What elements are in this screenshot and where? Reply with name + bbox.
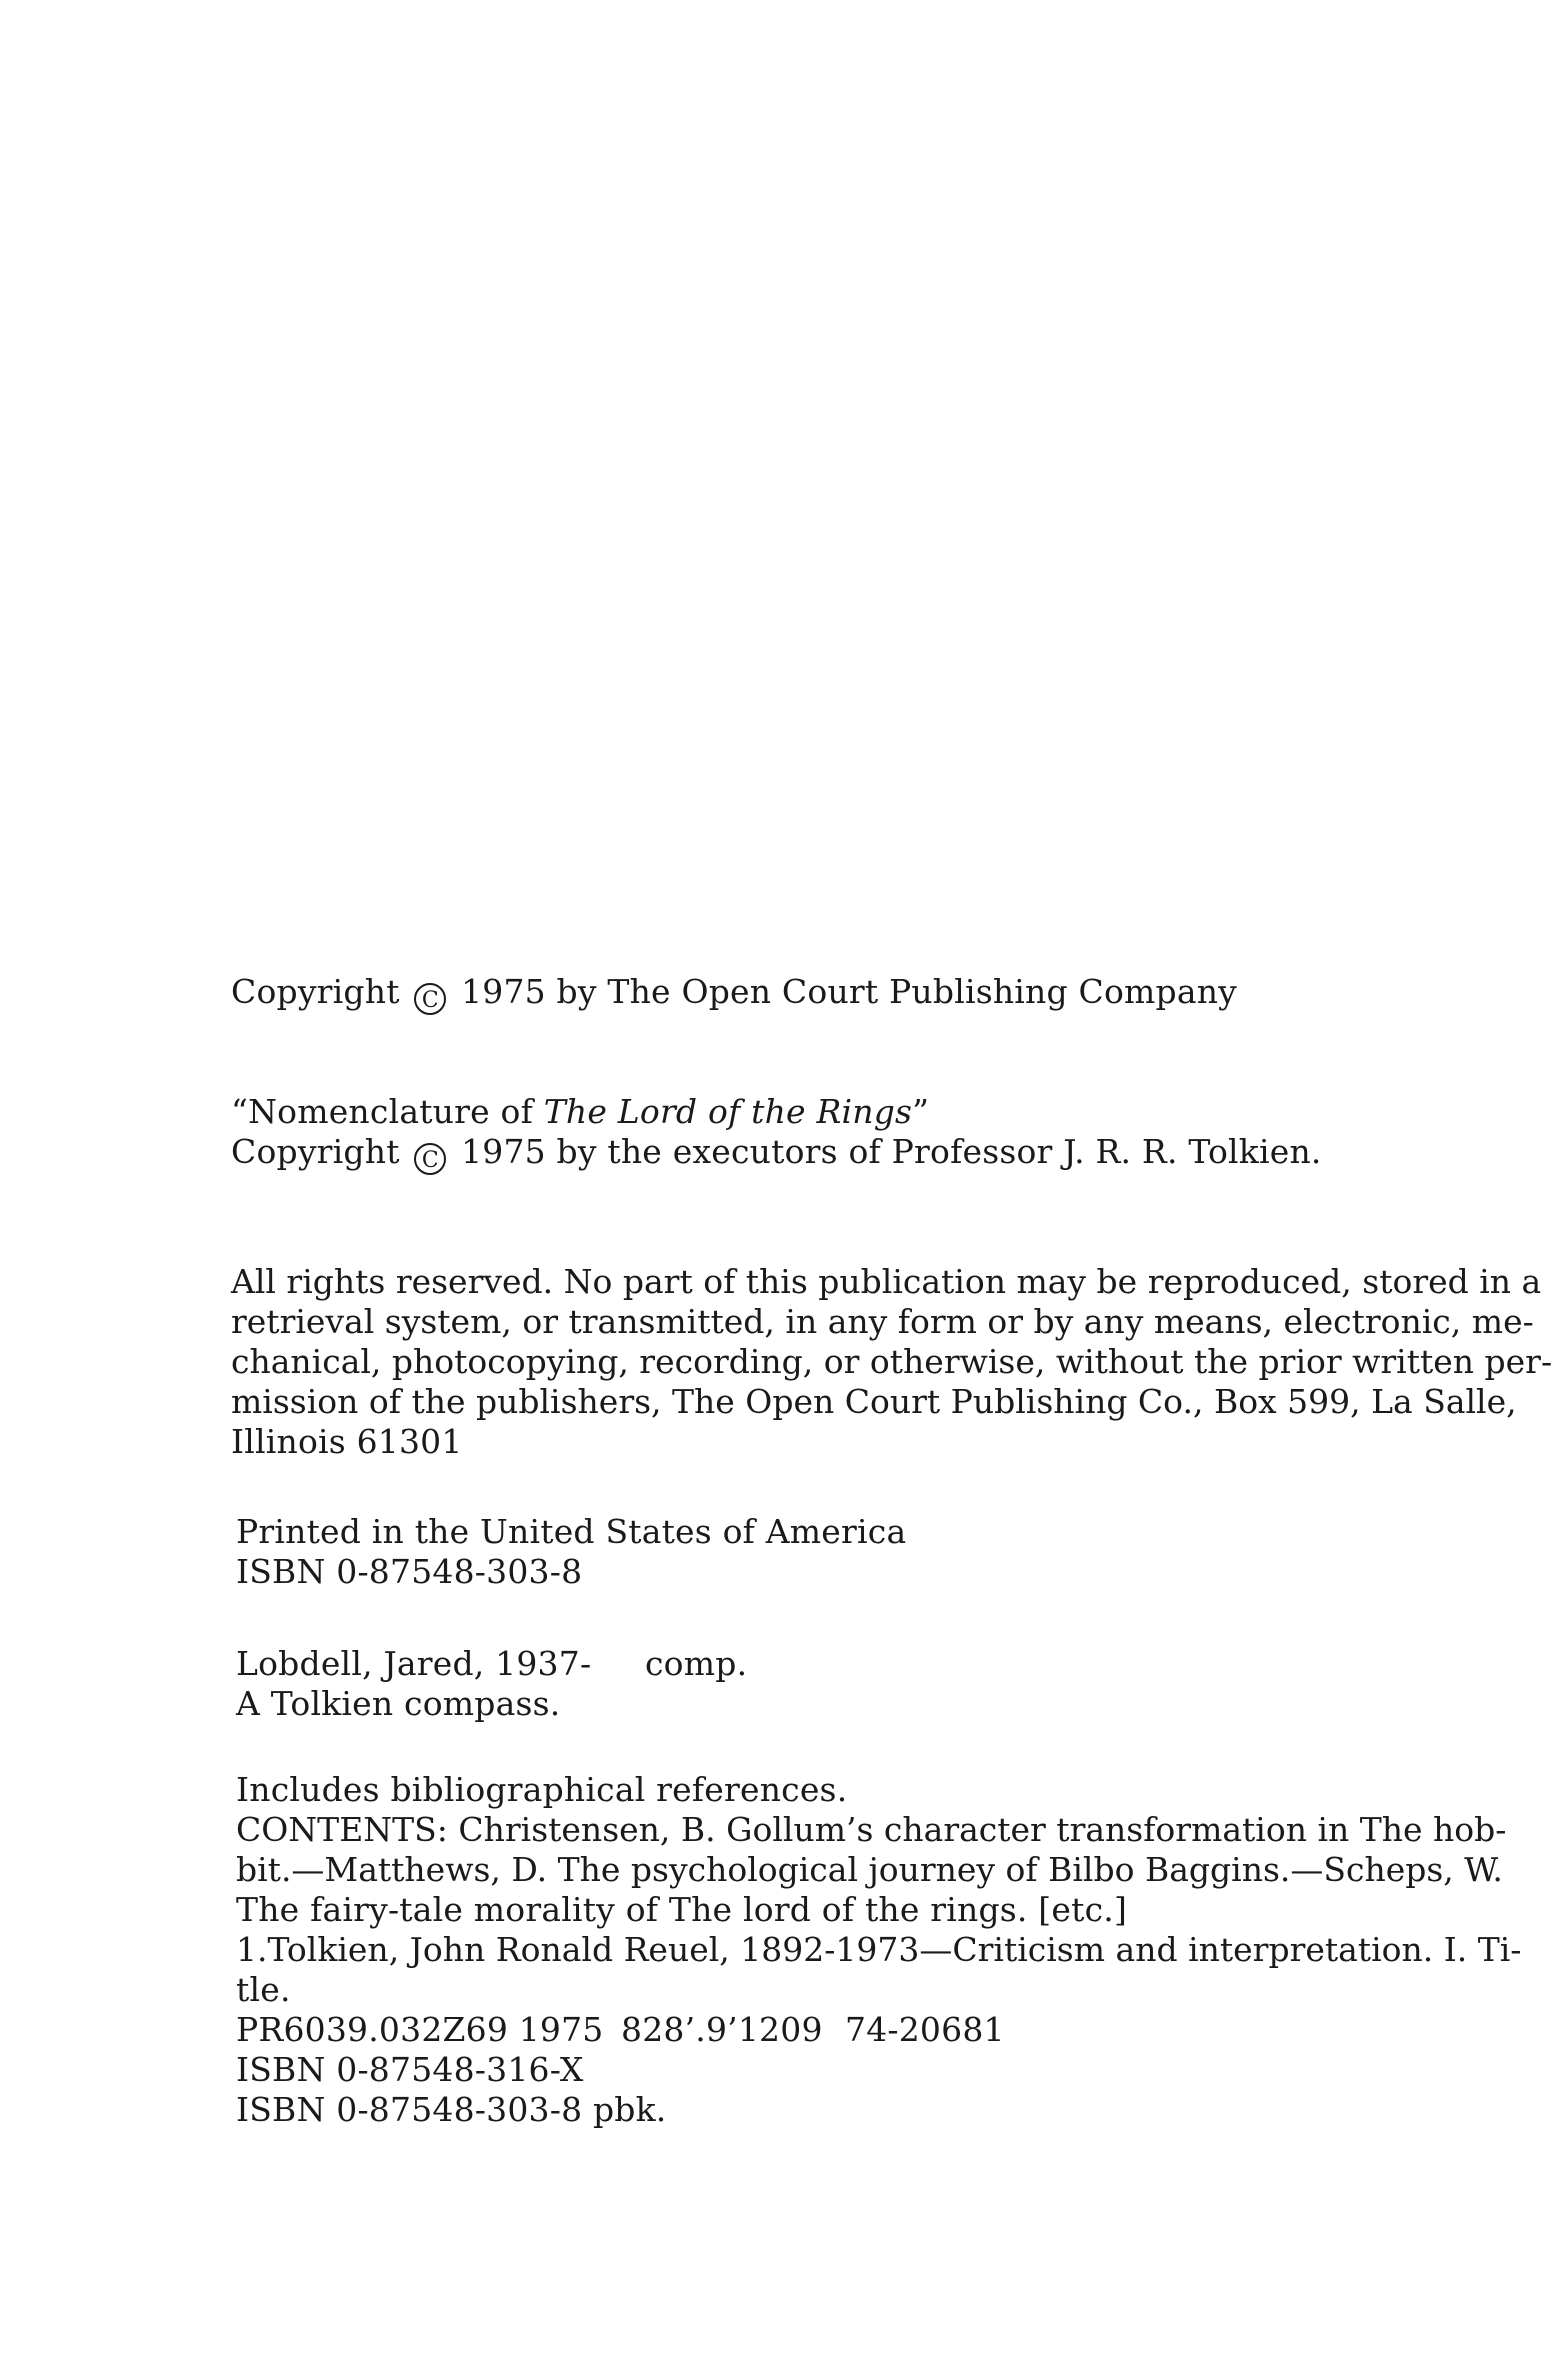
copyright-symbol-icon: C <box>414 983 446 1015</box>
dewey-number: 828’.9’1209 <box>621 2010 823 2049</box>
cataloging-note-2: CONTENTS: Christensen, B. Gollum’s character transformation in The hob- <box>236 1810 1507 1849</box>
nomenclature-title-suffix: ” <box>912 1092 930 1131</box>
tolkien-copyright-text: 1975 by the executors of Professor J. R. R. Tolkien. <box>461 1132 1322 1171</box>
nomenclature-title-italic: The Lord of the Rings <box>543 1092 913 1131</box>
rights-line-4: mission of the publishers, The Open Court Publishing Co., Box 599, La Salle, <box>231 1382 1517 1421</box>
copyright-symbol-icon: C <box>414 1143 446 1175</box>
cataloging-title: A Tolkien compass. <box>236 1684 561 1723</box>
isbn-line: ISBN 0-87548-303-8 <box>236 1552 583 1591</box>
tolkien-copyright-line <box>231 1132 1322 1175</box>
lccn-number: 74-20681 <box>845 2010 1005 2049</box>
rights-line-3: chanical, photocopying, recording, or otherwise, without the prior written per- <box>231 1342 1553 1381</box>
rights-line-1: All rights reserved. No part of this publication may be reproduced, stored in a <box>231 1262 1542 1301</box>
cataloging-author: Lobdell, Jared, 1937- <box>236 1644 592 1683</box>
cataloging-note-3: bit.—Matthews, D. The psychological journey of Bilbo Baggins.—Scheps, W. <box>236 1850 1503 1889</box>
cataloging-role: comp. <box>645 1644 748 1683</box>
cataloging-note-1: Includes bibliographical references. <box>236 1770 848 1809</box>
cataloging-note-5: 1.Tolkien, John Ronald Reuel, 1892-1973—Criticism and interpretation. I. Ti- <box>236 1930 1522 1969</box>
copyright-word: Copyright <box>231 972 400 1011</box>
nomenclature-title-prefix: “Nomenclature of <box>231 1092 544 1131</box>
rights-line-2: retrieval system, or transmitted, in any form or by any means, electronic, me- <box>231 1302 1534 1341</box>
cataloging-note-4: The fairy-tale morality of The lord of the rings. [etc.] <box>236 1890 1128 1929</box>
rights-line-5: Illinois 61301 <box>231 1422 463 1461</box>
publisher-copyright-line <box>231 972 1237 1015</box>
call-number: PR6039.032Z69 1975 <box>236 2010 604 2049</box>
isbn-paperback: ISBN 0-87548-303-8 pbk. <box>236 2090 667 2129</box>
nomenclature-title-line <box>231 1092 929 1132</box>
isbn-cloth: ISBN 0-87548-316-X <box>236 2050 584 2089</box>
publisher-copyright-text: 1975 by The Open Court Publishing Company <box>461 972 1238 1011</box>
printed-in-line: Printed in the United States of America <box>236 1512 907 1551</box>
cataloging-note-6: tle. <box>236 1970 291 2009</box>
copyright-word: Copyright <box>231 1132 400 1171</box>
